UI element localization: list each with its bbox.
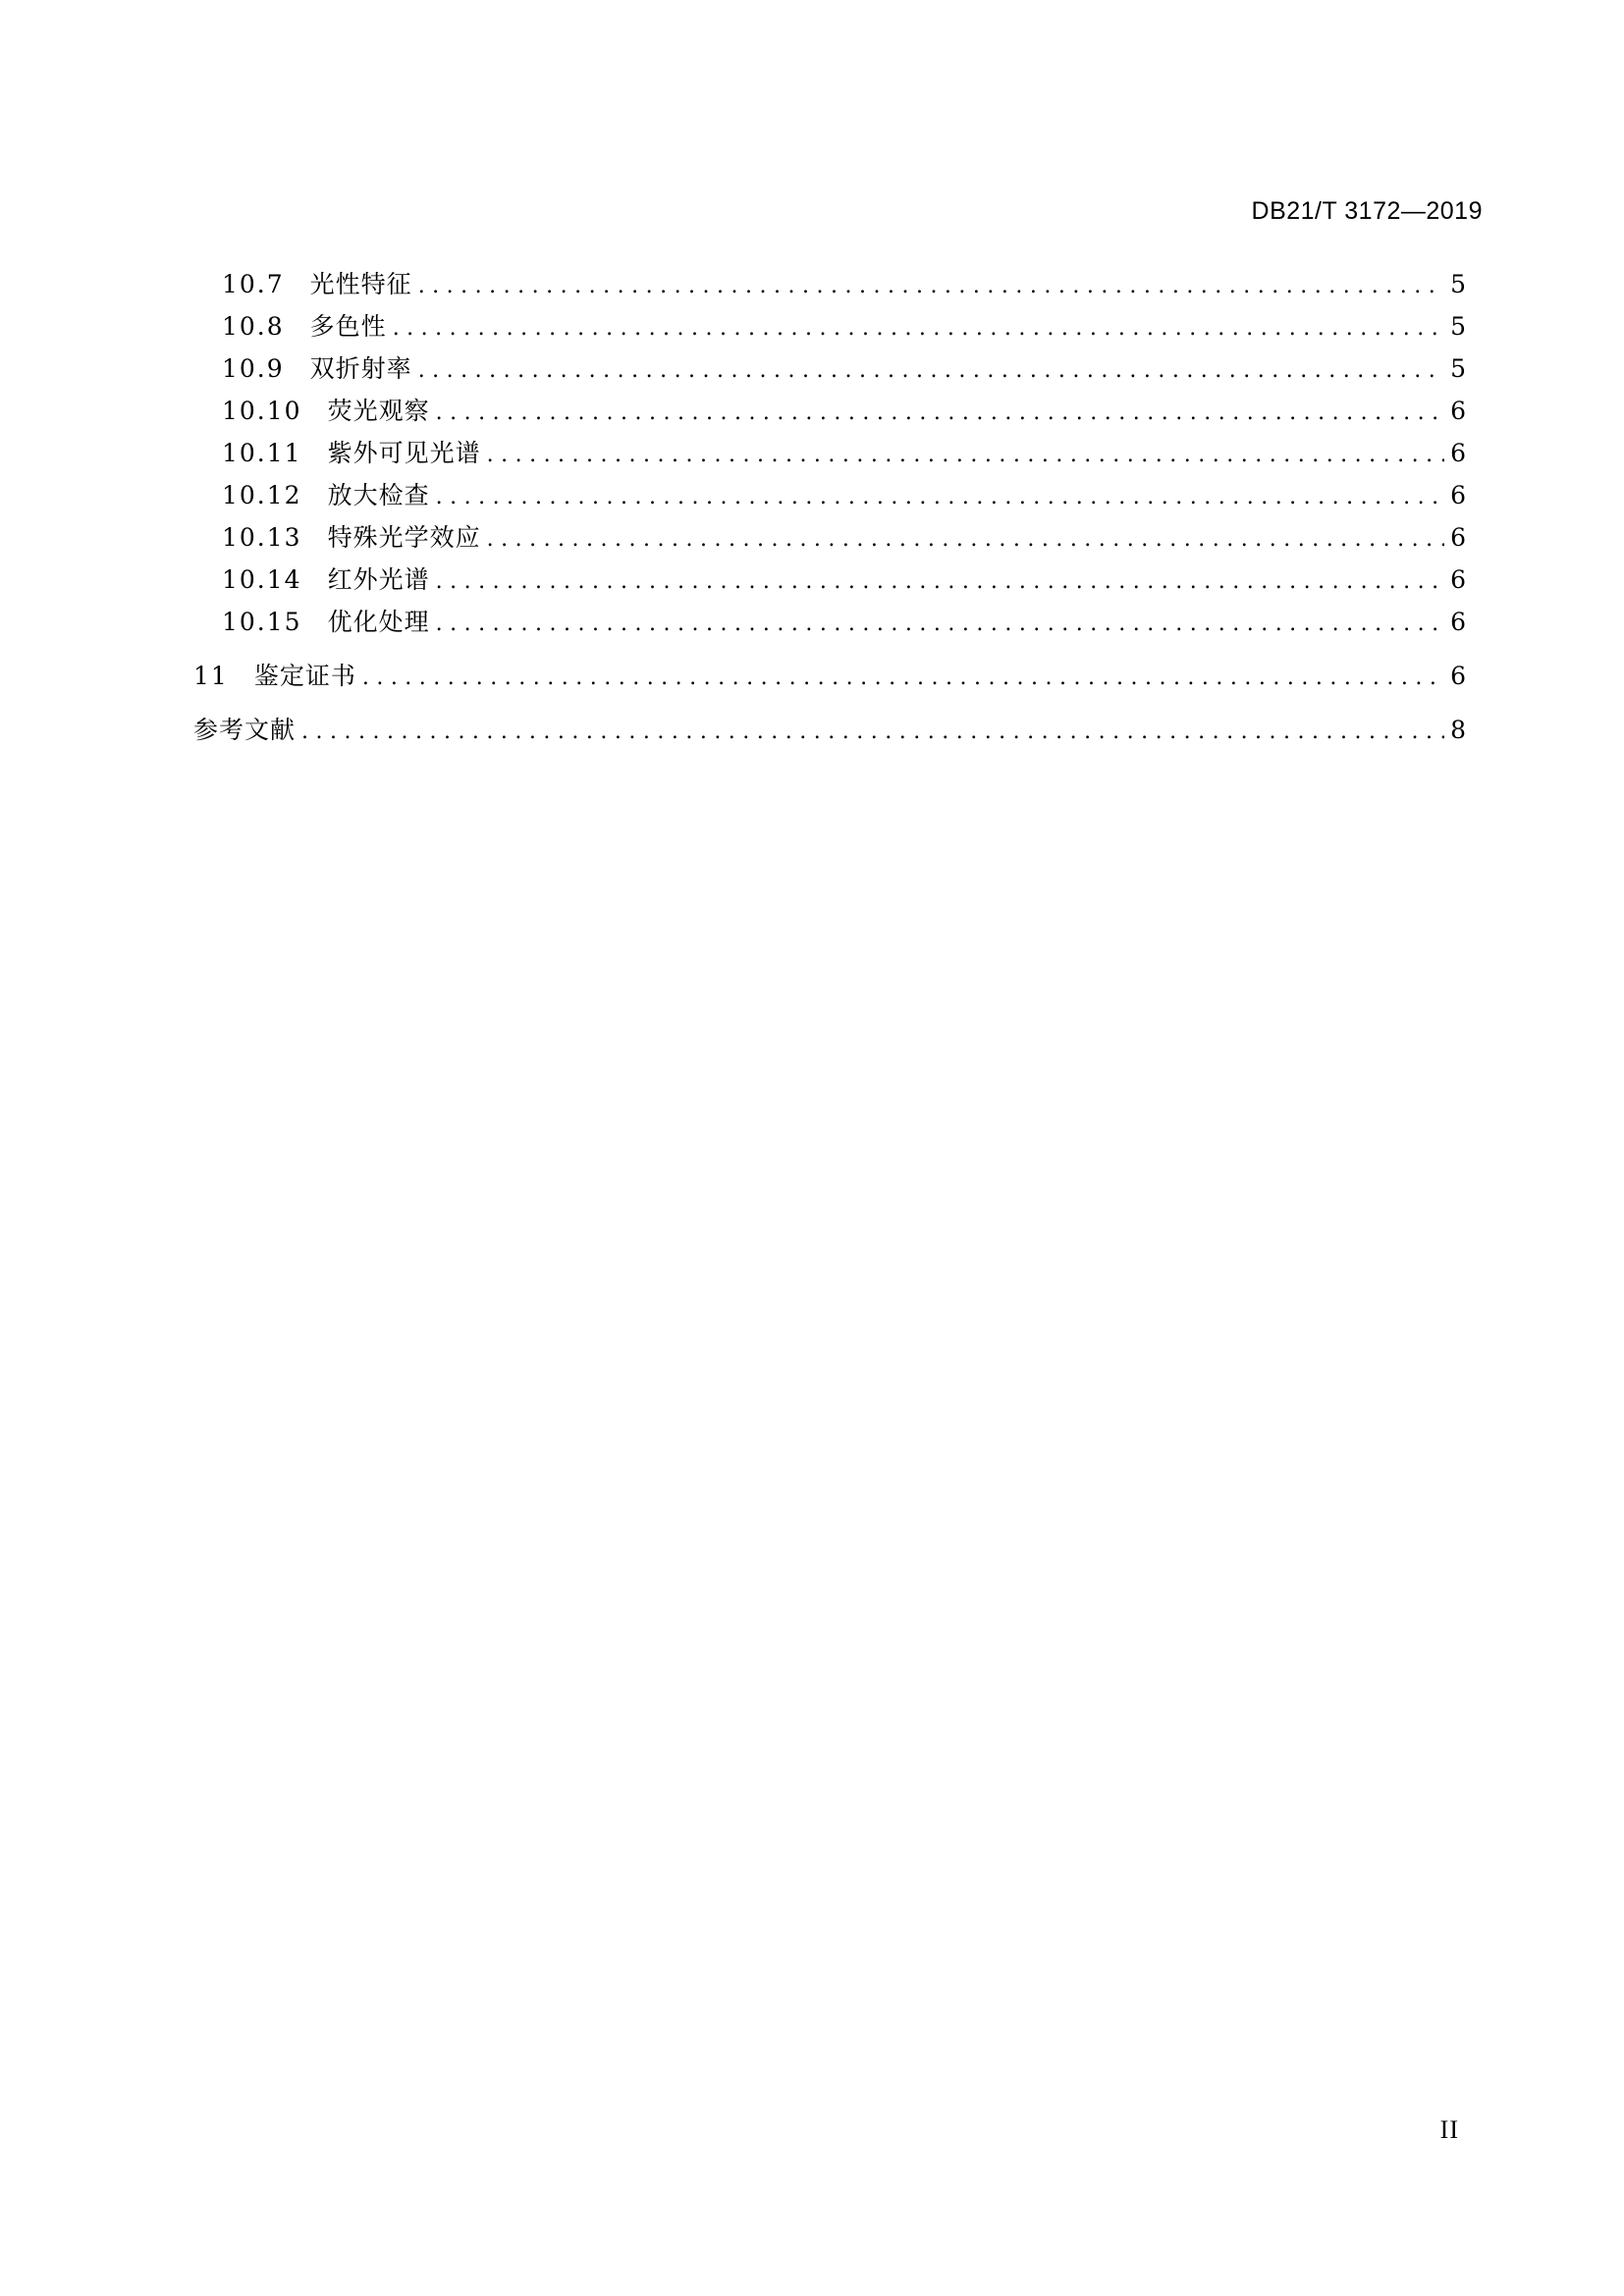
toc-entry-title: 荧光观察: [327, 397, 430, 425]
toc-entry[interactable]: [193, 307, 1482, 349]
toc-entry-page: 6: [1450, 608, 1466, 636]
toc-entry-page: 6: [1450, 397, 1466, 425]
toc-entry-number: 10.10: [222, 397, 302, 425]
toc-entry-title: 多色性: [309, 312, 387, 341]
toc-dot-leader: [418, 274, 1444, 298]
toc-entry-page: 6: [1450, 565, 1466, 594]
toc-entry[interactable]: [193, 561, 1482, 603]
toc-entry-title: 光性特征: [309, 270, 412, 298]
toc-entry[interactable]: [193, 265, 1482, 307]
toc-dot-leader: [487, 527, 1444, 552]
toc-dot-leader: [301, 720, 1444, 744]
toc-entry[interactable]: [193, 392, 1482, 434]
toc-entry-number: 10.14: [222, 565, 302, 594]
standard-code: DB21/T 3172—2019: [1251, 197, 1483, 225]
toc-dot-leader: [436, 569, 1444, 594]
page-number: II: [1439, 2115, 1459, 2144]
toc-entry[interactable]: [193, 603, 1482, 645]
toc-dot-leader: [436, 485, 1444, 509]
toc-entry-number: 10.8: [222, 312, 285, 341]
toc-entry-page: 6: [1450, 662, 1466, 690]
toc-entry-page: 5: [1450, 312, 1466, 341]
toc-entry[interactable]: [193, 657, 1482, 699]
toc-entry-number: 10.13: [222, 523, 302, 552]
toc-entry-title: 鉴定证书: [253, 662, 356, 690]
toc-dot-leader: [362, 666, 1444, 690]
toc-entry[interactable]: [193, 434, 1482, 476]
toc-entry[interactable]: [193, 711, 1482, 753]
toc-entry-title: 双折射率: [309, 354, 412, 383]
toc-entry-number: 11: [193, 662, 229, 690]
table-of-contents: [193, 265, 1482, 753]
toc-dot-leader: [487, 443, 1444, 467]
toc-entry[interactable]: [193, 349, 1482, 392]
toc-entry-number: 10.12: [222, 481, 302, 509]
toc-dot-leader: [436, 612, 1444, 636]
toc-entry-page: 6: [1450, 439, 1466, 467]
toc-entry-title: 紫外可见光谱: [327, 439, 481, 467]
toc-entry-page: 6: [1450, 481, 1466, 509]
toc-entry-number: 10.11: [222, 439, 302, 467]
toc-entry-title: 红外光谱: [327, 565, 430, 594]
toc-entry-title: 放大检查: [327, 481, 430, 509]
toc-dot-leader: [393, 316, 1444, 341]
toc-entry-page: 8: [1450, 716, 1466, 744]
toc-entry-page: 6: [1450, 523, 1466, 552]
toc-entry-number: 10.15: [222, 608, 302, 636]
toc-entry-title: 参考文献: [193, 716, 297, 744]
toc-entry-number: 10.9: [222, 354, 285, 383]
toc-entry-page: 5: [1450, 354, 1466, 383]
toc-dot-leader: [436, 400, 1444, 425]
toc-entry[interactable]: [193, 476, 1482, 518]
toc-entry-number: 10.7: [222, 270, 285, 298]
toc-dot-leader: [418, 358, 1444, 383]
toc-entry-page: 5: [1450, 270, 1466, 298]
toc-entry-title: 特殊光学效应: [327, 523, 481, 552]
toc-entry-title: 优化处理: [327, 608, 430, 636]
toc-entry[interactable]: [193, 518, 1482, 561]
